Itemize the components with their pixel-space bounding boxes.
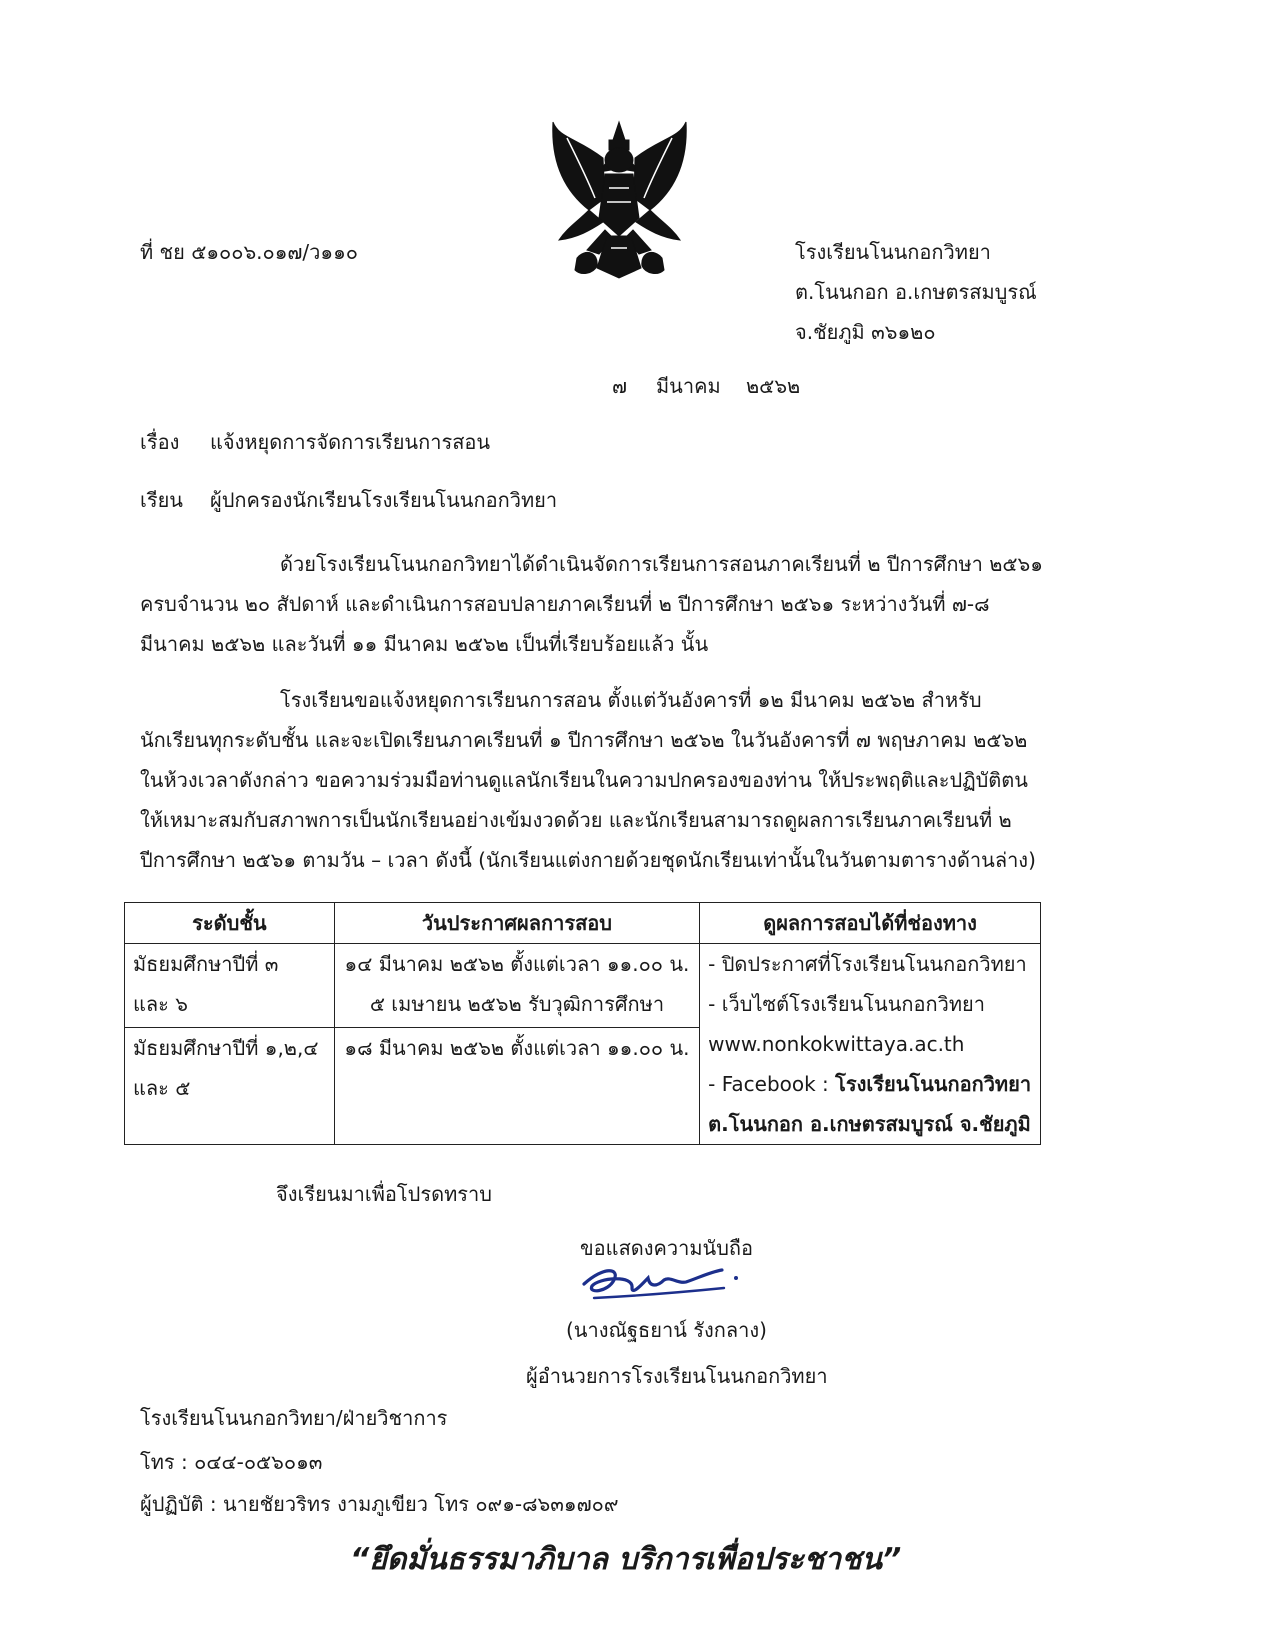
date-day: ๗ [612,374,628,398]
level-line: มัธยมศึกษาปีที่ ๓ [133,952,279,976]
reference-number: ที่ ชย ๕๑๐๐๖.๐๑๗/ว๑๑๐ [140,240,358,264]
paragraph-line: โรงเรียนขอแจ้งหยุดการเรียนการสอน ตั้งแต่วันอังคารที่ ๑๒ มีนาคม ๒๕๖๒ สำหรับ [280,688,982,712]
paragraph-line: มีนาคม ๒๕๖๒ และวันที่ ๑๑ มีนาคม ๒๕๖๒ เป็นที่เรียบร้อยแล้ว นั้น [140,632,709,656]
table-row [125,944,1041,1028]
facebook-page-name[interactable]: โรงเรียนโนนกอกวิทยา [835,1072,1032,1096]
closing-regards: ขอแสดงความนับถือ [580,1236,754,1260]
date-line: ๕ เมษายน ๒๕๖๒ รับวุฒิการศึกษา [369,992,665,1016]
paragraph-line: นักเรียนทุกระดับชั้น และจะเปิดเรียนภาคเรียนที่ ๑ ปีการศึกษา ๒๕๖๒ ในวันอังคารที่ ๗ พฤษภาคม ๒๕๖๒ [140,728,1028,752]
date-cell [334,1028,699,1145]
facebook-prefix: - Facebook : [708,1072,836,1096]
facebook-location: ต.โนนกอก อ.เกษตรสมบูรณ์ จ.ชัยภูมิ [708,1112,1031,1136]
signer-title: ผู้อำนวยการโรงเรียนโนนกอกวิทยา [526,1364,828,1388]
signature-icon [574,1262,754,1306]
slogan: “ยึดมั่นธรรมาภิบาล บริการเพื่อประชาชน” [350,1542,902,1577]
school-province: จ.ชัยภูมิ ๓๖๑๒๐ [795,320,936,344]
subject-label: เรื่อง [140,430,180,454]
level-line: และ ๕ [133,1076,191,1100]
paragraph-line: ให้เหมาะสมกับสภาพการเป็นนักเรียนอย่างเข้มงวดด้วย และนักเรียนสามารถดูผลการเรียนภาคเรียนที่ ๒ [140,808,1012,832]
date-cell [334,944,699,1028]
level-line: มัธยมศึกษาปีที่ ๑,๒,๔ [133,1036,319,1060]
column-header-level: ระดับชั้น [125,903,335,944]
school-address: ต.โนนกอก อ.เกษตรสมบูรณ์ [795,280,1037,304]
level-cell [125,1028,335,1145]
date-year: ๒๕๖๒ [746,374,801,398]
paragraph-line: ครบจำนวน ๒๐ สัปดาห์ และดำเนินการสอบปลายภาคเรียนที่ ๒ ปีการศึกษา ๒๕๖๑ ระหว่างวันที่ ๗-๘ [140,592,990,616]
date-line: ๑๔ มีนาคม ๒๕๖๒ ตั้งแต่เวลา ๑๑.๐๐ น. [344,952,690,976]
body-paragraph-1 [140,544,1043,664]
signer-name: (นางณัฐธยาน์ รังกลาง) [566,1318,767,1342]
exam-results-table [124,902,1041,1145]
column-header-channel: ดูผลการสอบได้ที่ช่องทาง [700,903,1041,944]
channel-notice-board: - ปิดประกาศที่โรงเรียนโนนกอกวิทยา [708,952,1027,976]
column-header-date: วันประกาศผลการสอบ [334,903,699,944]
paragraph-line: ปีการศึกษา ๒๕๖๑ ตามวัน – เวลา ดังนี้ (นักเรียนแต่งกายด้วยชุดนักเรียนเท่านั้นในวันตามตารางด้านล่าง) [140,848,1036,872]
level-line: และ ๖ [133,992,188,1016]
recipient-label: เรียน [140,488,183,512]
channel-facebook [708,1064,1032,1104]
paragraph-line: ในห้วงเวลาดังกล่าว ขอความร่วมมือท่านดูแลนักเรียนในความปกครองของท่าน ให้ประพฤติและปฏิบัติตน [140,768,1028,792]
website-link[interactable]: www.nonkokwittaya.ac.th [708,1032,965,1056]
body-paragraph-2 [140,680,1040,880]
recipient-text: ผู้ปกครองนักเรียนโรงเรียนโนนกอกวิทยา [210,488,558,512]
date-line: ๑๘ มีนาคม ๒๕๖๒ ตั้งแต่เวลา ๑๑.๐๐ น. [344,1036,690,1060]
footer-phone: โทร : ๐๔๔-๐๕๖๐๑๓ [140,1450,323,1474]
footer-operator: ผู้ปฏิบัติ : นายชัยวริทร งามภูเขียว โทร ๐๙๑-๘๖๓๑๗๐๙ [140,1492,619,1516]
footer-department: โรงเรียนโนนกอกวิทยา/ฝ่ายวิชาการ [140,1406,448,1430]
channel-website: - เว็บไซต์โรงเรียนโนนกอกวิทยา [708,992,985,1016]
garuda-emblem-icon [547,118,692,286]
level-cell [125,944,335,1028]
date-month: มีนาคม [656,374,721,398]
table-header-row [125,903,1041,944]
school-name: โรงเรียนโนนกอกวิทยา [795,240,991,264]
subject-text: แจ้งหยุดการจัดการเรียนการสอน [210,430,491,454]
closing-informing: จึงเรียนมาเพื่อโปรดทราบ [276,1182,492,1206]
paragraph-line: ด้วยโรงเรียนโนนกอกวิทยาได้ดำเนินจัดการเรียนการสอนภาคเรียนที่ ๒ ปีการศึกษา ๒๕๖๑ [280,552,1043,576]
channel-cell [700,944,1041,1145]
